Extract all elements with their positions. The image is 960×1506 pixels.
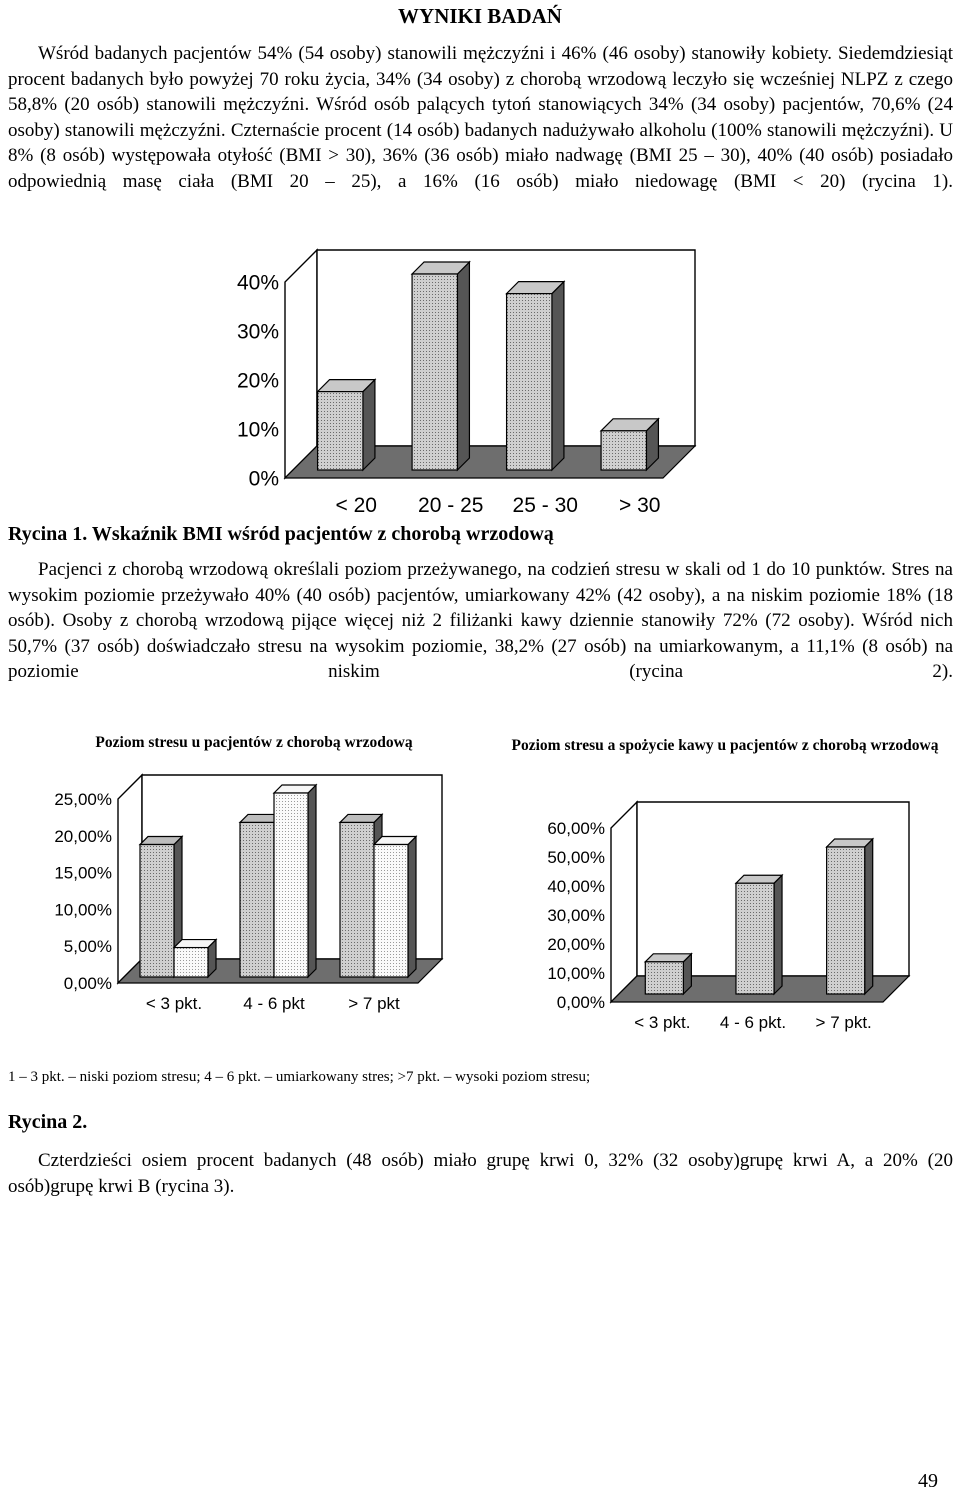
- coffee-bar: [645, 962, 683, 994]
- stress-ytick-label: 5,00%: [63, 937, 112, 957]
- chart2-title: Poziom stresu u pacjentów z chorobą wrzodową: [95, 734, 413, 751]
- coffee-ytick-label: 10,00%: [547, 963, 605, 983]
- coffee-bar-top: [645, 954, 691, 962]
- bmi-xtick-label: 25 - 30: [512, 494, 578, 517]
- coffee-xtick-label: > 7 pkt.: [815, 1013, 872, 1032]
- stress-ytick-label: 20,00%: [54, 826, 112, 846]
- stress-xtick-label: > 7 pkt: [348, 994, 400, 1013]
- stress-xtick-label: < 3 pkt.: [145, 994, 203, 1013]
- page-heading: WYNIKI BADAŃ: [398, 4, 562, 28]
- coffee-ytick-label: 40,00%: [547, 876, 605, 896]
- chart3-title: Poziom stresu a spożycie kawy u pacjentów z chorobą wrzodową: [511, 737, 939, 754]
- bmi-ytick-label: 10%: [236, 418, 279, 442]
- bmi-xtick-label: > 30: [619, 494, 661, 517]
- coffee-ytick-label: 50,00%: [547, 847, 605, 867]
- stress-xtick-label: 4 - 6 pkt: [243, 994, 305, 1013]
- coffee-ytick-label: 0,00%: [556, 992, 605, 1012]
- page-number: 49: [918, 1470, 938, 1492]
- coffee-bar-side: [865, 839, 873, 994]
- stress-ytick-label: 0,00%: [63, 973, 112, 993]
- figure2-caption: Rycina 2.: [8, 1111, 88, 1133]
- coffee-xtick-label: 4 - 6 pkt.: [719, 1013, 787, 1032]
- stress-ytick-label: 15,00%: [54, 863, 112, 883]
- coffee-bar-side: [774, 875, 782, 994]
- stress-ytick-label: 10,00%: [54, 900, 112, 920]
- legend-note: 1 – 3 pkt. – niski poziom stresu; 4 – 6 pkt. – umiarkowany stres; >7 pkt. – wysoki poziom stresu;: [8, 1069, 591, 1085]
- paragraph-blood-group: Czterdzieści osiem procent badanych (48 osób) miało grupę krwi 0, 32% (32 osoby)grupę krwi A, a 20% (20 osób)grupę krwi B (rycina 3).: [8, 1150, 953, 1197]
- bmi-ytick-label: 40%: [236, 271, 279, 295]
- coffee-ytick-label: 30,00%: [547, 905, 605, 925]
- coffee-ytick-label: 60,00%: [547, 818, 605, 838]
- bmi-ytick-label: 0%: [248, 467, 279, 491]
- paragraph-stress: Pacjenci z chorobą wrzodową określali poziom przeżywanego, na codzień stresu w skali od 1 do 10 punktów. Stres na wysokim poziomie przeżywało 40% (40 osób) pacjentów, umiarkowany 42% (42 osoby), a na niskim poziomie 18% (18 osób). Osoby z chorobą wrzodową pijące więcej niż 2 filiżanki kawy dziennie stanowiły 72% (72 osoby). Wśród nich 50,7% (37 osób) doświadczało stresu na wysokim poziomie, 38,2% (27 osób) na umiarkowanym, a 11,1% (8 osób) na poziomie niskim (rycina 2).: [8, 559, 953, 682]
- coffee-ytick-label: 20,00%: [547, 934, 605, 954]
- bmi-xtick-label: 20 - 25: [418, 494, 484, 517]
- paragraph-demographics: Wśród badanych pacjentów 54% (54 osoby) stanowili mężczyźni i 46% (46 osoby) stanowiły kobiety. Siedemdziesiąt procent badanych było powyżej 70 roku życia, 34% (34 osoby) z chorobą wrzodową leczyło się wcześniej NLPZ z czego 58,8% (20 osób) stanowili mężczyźni. Wśród osób palących tytoń stanowiących 34% (34 osoby) pacjentów, 70,6% (24 osoby) stanowili mężczyźni. Czternaście procent (14 osób) badanych nadużywało alkoholu (100% stanowili mężczyźni). U 8% (8 osób) występowała otyłość (BMI > 30), 36% (36 osób) miało nadwagę (BMI 25 – 30), 40% (40 osób) posiadało odpowiednią masę ciała (BMI 20 – 25), a 16% (16 osób) miało niedowagę (BMI < 20) (rycina 1).: [8, 43, 953, 192]
- coffee-bar-top: [827, 839, 873, 847]
- bmi-xtick-label: < 20: [335, 494, 377, 517]
- coffee-bar-top: [736, 875, 782, 883]
- bmi-ytick-label: 20%: [236, 369, 279, 393]
- coffee-side-wall: [611, 802, 637, 1002]
- coffee-xtick-label: < 3 pkt.: [634, 1013, 691, 1032]
- figure1-caption: Rycina 1. Wskaźnik BMI wśród pacjentów z chorobą wrzodową: [8, 523, 554, 545]
- coffee-bar: [736, 883, 774, 994]
- stress-ytick-label: 25,00%: [54, 789, 112, 809]
- coffee-bar: [827, 847, 865, 994]
- bmi-ytick-label: 30%: [236, 320, 279, 344]
